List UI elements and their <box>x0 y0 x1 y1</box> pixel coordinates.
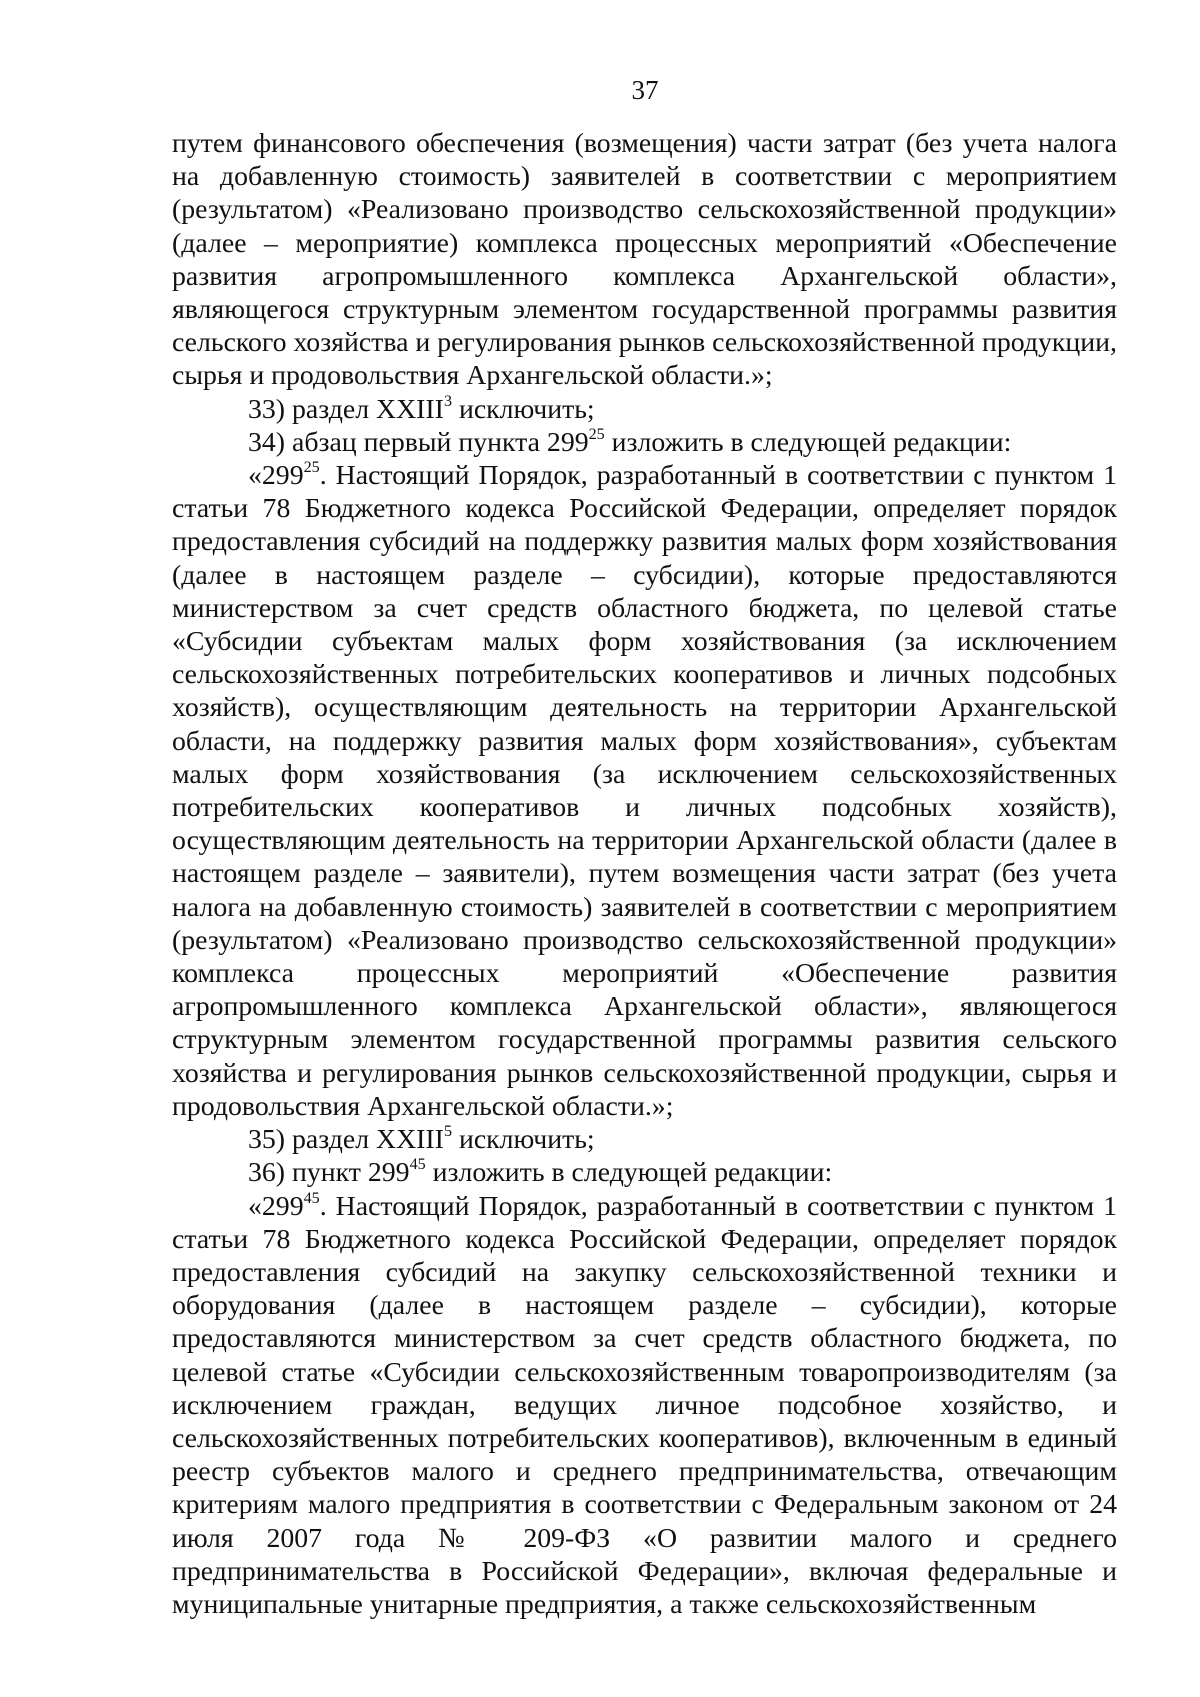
paragraph-item-36 <box>172 1156 1117 1189</box>
page-number: 37 <box>631 75 659 105</box>
paragraph-item-33 <box>172 393 1117 426</box>
superscript: 45 <box>303 1189 320 1207</box>
item-text: изложить в следующей редакции: <box>425 1157 833 1189</box>
clause-text: «299 <box>248 1190 304 1222</box>
item-text: 36) пункт 299 <box>248 1157 410 1189</box>
document-body <box>172 127 1117 1621</box>
superscript: 45 <box>409 1156 426 1174</box>
item-text: изложить в следующей редакции: <box>604 426 1012 458</box>
paragraph-clause-299-45 <box>172 1190 1117 1622</box>
item-text: 35) раздел XXIII <box>248 1124 444 1156</box>
item-text: 34) абзац первый пункта 299 <box>248 426 589 458</box>
item-text: 33) раздел XXIII <box>248 393 444 425</box>
item-text: исключить; <box>452 1124 595 1156</box>
superscript: 25 <box>588 425 605 443</box>
paragraph-item-34 <box>172 426 1117 459</box>
superscript: 25 <box>303 459 320 477</box>
clause-text: . Настоящий Порядок, разработанный в соответствии с пунктом 1 статьи 78 Бюджетного кодекса Российской Федерации, определяет порядок предоставления субсидий на поддержку развития малых форм хозяйствования (далее в настоящем разделе – субсидии), которые предоставляются министерством за счет средств областного бюджета, по целевой статье «Субсидии субъектам малых форм хозяйствования (за исключением сельскохозяйственных потребительских кооперативов и личных подсобных хозяйств), осуществляющим деятельность на территории Архангельской области, на поддержку развития малых форм хозяйствования», субъектам малых форм хозяйствования (за исключением сельскохозяйственных потребительских кооперативов и личных подсобных хозяйств), осуществляющим деятельность на территории Архангельской области (далее в настоящем разделе – заявители), путем возмещения части затрат (без учета налога на добавленную стоимость) заявителей в соответствии с мероприятием (результатом) «Реализовано производство сельскохозяйственной продукции» комплекса процессных мероприятий «Обеспечение развития агропромышленного комплекса Архангельской области», являющегося структурным элементом государственной программы развития сельского хозяйства и регулирования рынков сельскохозяйственной продукции, сырья и продовольствия Архангельской области.»; <box>172 460 1117 1122</box>
clause-text: . Настоящий Порядок, разработанный в соответствии с пунктом 1 статьи 78 Бюджетного кодекса Российской Федерации, определяет порядок предоставления субсидий на закупку сельскохозяйственной техники и оборудования (далее в настоящем разделе – субсидии), которые предоставляются министерством за счет средств областного бюджета, по целевой статье «Субсидии сельскохозяйственным товаропроизводителям (за исключением граждан, ведущих личное подсобное хозяйство, и сельскохозяйственных потребительских кооперативов), включенным в единый реестр субъектов малого и среднего предпринимательства, отвечающим критериям малого предприятия в соответствии с Федеральным законом от 24 июля 2007 года № 209-ФЗ «О развитии малого и среднего предпринимательства в Российской Федерации», включая федеральные и муниципальные унитарные предприятия, а также сельскохозяйственным <box>172 1190 1117 1620</box>
superscript: 5 <box>443 1123 452 1141</box>
item-text: исключить; <box>452 393 595 425</box>
paragraph-item-35 <box>172 1123 1117 1156</box>
clause-text: «299 <box>248 460 304 492</box>
paragraph-clause-299-25 <box>172 459 1117 1123</box>
paragraph-continuation: путем финансового обеспечения (возмещения) части затрат (без учета налога на добавленную стоимость) заявителей в соответствии с мероприятием (результатом) «Реализовано производство сельскохозяйственной продукции» (далее – мероприятие) комплекса процессных мероприятий «Обеспечение развития агропромышленного комплекса Архангельской области», являющегося структурным элементом государственной программы развития сельского хозяйства и регулирования рынков сельскохозяйственной продукции, сырья и продовольствия Архангельской области.»; <box>172 128 1117 392</box>
superscript: 3 <box>443 392 452 410</box>
